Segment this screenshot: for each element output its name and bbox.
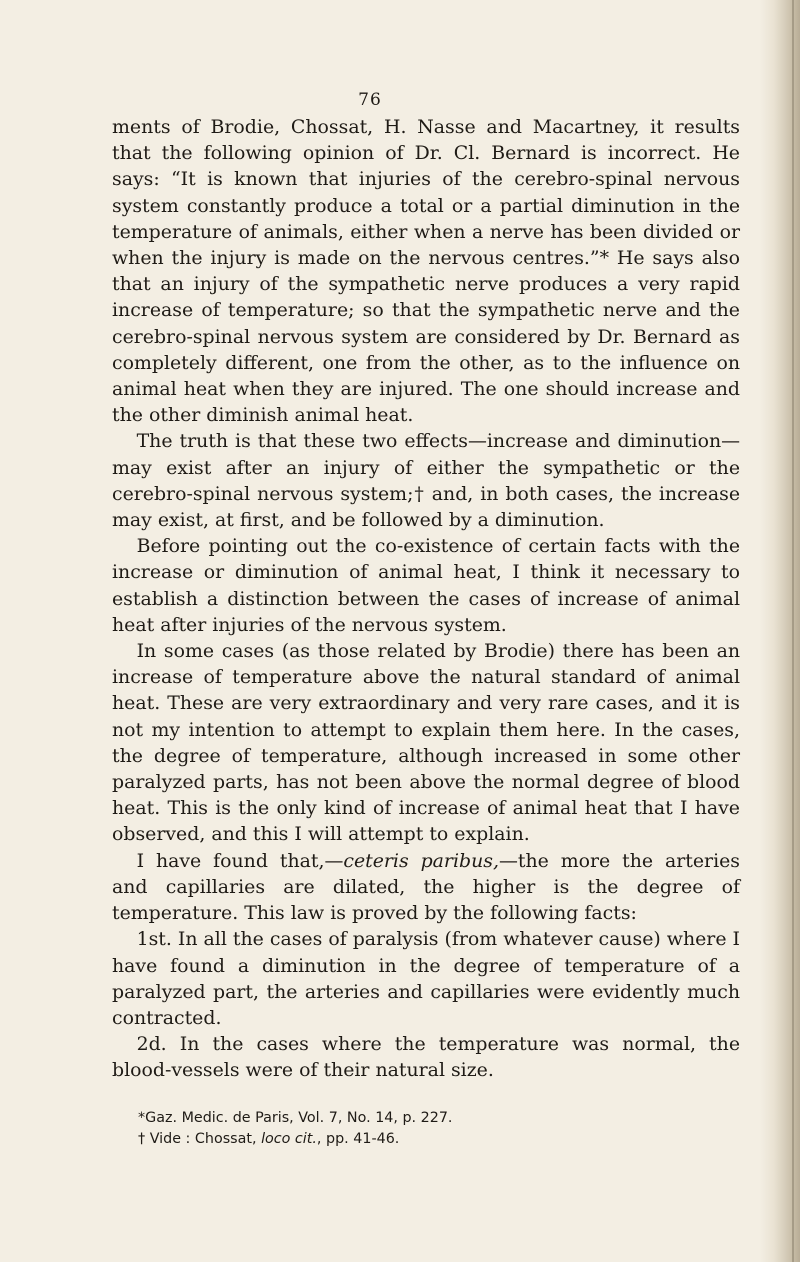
paragraph-4: In some cases (as those related by Brodie) there has been an increase of temperature above the natural standard of animal heat. These are very extraordinary and very rare cases, and it is not my intention to attempt to explain them here. In the cases, the degree of temperature, although increased in some other paralyzed parts, has not been above the normal degree of blood heat. This is the only kind of increase of animal heat that I have observed, and this I will attempt to explain. <box>112 640 740 846</box>
page-number: 76 <box>358 90 382 110</box>
footnote-1: *Gaz. Medic. de Paris, Vol. 7, No. 14, p. 227. <box>138 1110 453 1126</box>
law-text-after: —the more the arteries and capillaries are dilated, the higher is the degree of temperature. This law is proved by the following facts: <box>112 849 740 925</box>
footnote-2-after: , pp. 41-46. <box>316 1131 400 1147</box>
law-text-italic: ceteris paribus, <box>343 849 499 872</box>
page-edge-line <box>792 0 794 1262</box>
page-edge-shadow <box>760 0 800 1262</box>
footnote-2-italic: loco cit. <box>261 1131 317 1147</box>
footnote-2-before: † Vide : Chossat, <box>138 1131 262 1147</box>
paragraph-1: ments of Brodie, Chossat, H. Nasse and Macartney, it results that the following opinion of Dr. Cl. Bernard is incorrect. He says: “It is known that injuries of the cerebro-spinal nervous system constantly produce a total or a partial diminution in the temperature of animals, either when a nerve has been divided or when the injury is made on the nervous centres.”* He says also that an injury of the sympathetic nerve produces a very rapid increase of temperature; so that the sympathetic nerve and the cerebro-spinal nervous system are considered by Dr. Bernard as completely different, one from the other, as to the influence on animal heat when they are injured. The one should increase and the other diminish animal heat. <box>112 116 740 427</box>
footnote-2 <box>138 1129 738 1150</box>
paragraph-law <box>112 848 740 927</box>
paragraph-second-fact: 2d. In the cases where the temperature was normal, the blood-vessels were of their natural size. <box>112 1033 740 1082</box>
footnotes <box>138 1108 738 1150</box>
paragraph-2: The truth is that these two effects—increase and diminution—may exist after an injury of either the sympathetic or the cerebro-spinal nervous system;† and, in both cases, the increase may exist, at first, and be followed by a diminution. <box>112 430 740 532</box>
paragraph-3: Before pointing out the co-existence of certain facts with the increase or diminution of animal heat, I think it necessary to establish a distinction between the cases of increase of animal heat after injuries of the nervous system. <box>112 535 740 636</box>
body-text <box>112 114 740 1084</box>
paragraph-first-fact: 1st. In all the cases of paralysis (from whatever cause) where I have found a diminution in the degree of temperature of a paralyzed part, the arteries and capillaries were evidently much contracted. <box>112 928 740 1029</box>
law-text-before: I have found that,— <box>136 849 344 872</box>
